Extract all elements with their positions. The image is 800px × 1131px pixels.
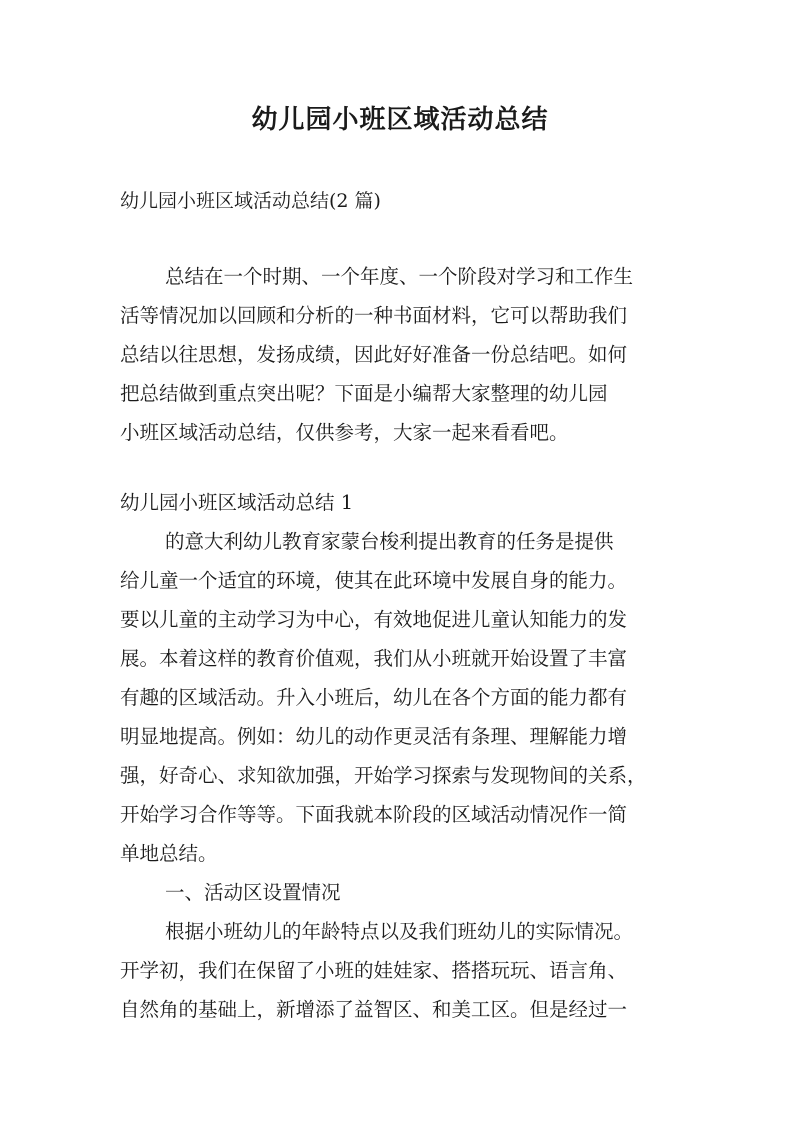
paragraph-line: 总结以往思想，发扬成绩，因此好好准备一份总结吧。如何 <box>120 343 628 366</box>
paragraph-line: 开始学习合作等等。下面我就本阶段的区域活动情况作一简 <box>120 803 628 826</box>
paragraph-line: 小班区域活动总结，仅供参考，大家一起来看看吧。 <box>120 421 569 444</box>
document-title: 幼儿园小班区域活动总结 <box>251 105 549 135</box>
subsection-heading: 一、活动区设置情况 <box>165 881 341 904</box>
paragraph-line: 把总结做到重点突出呢？下面是小编帮大家整理的幼儿园 <box>120 382 608 405</box>
paragraph-line: 有趣的区域活动。升入小班后，幼儿在各个方面的能力都有 <box>120 686 628 709</box>
paragraph-line: 活等情况加以回顾和分析的一种书面材料，它可以帮助我们 <box>120 304 628 327</box>
paragraph-line: 根据小班幼儿的年龄特点以及我们班幼儿的实际情况。 <box>165 920 634 943</box>
document-subtitle: 幼儿园小班区域活动总结(2 篇) <box>120 190 381 212</box>
paragraph-line: 自然角的基础上，新增添了益智区、和美工区。但是经过一 <box>120 998 628 1021</box>
paragraph-line: 给儿童一个适宜的环境，使其在此环境中发展自身的能力。 <box>120 569 628 592</box>
paragraph-line: 明显地提高。例如：幼儿的动作更灵活有条理、理解能力增 <box>120 725 628 748</box>
paragraph-line: 总结在一个时期、一个年度、一个阶段对学习和工作生 <box>165 265 634 288</box>
paragraph-line: 展。本着这样的教育价值观，我们从小班就开始设置了丰富 <box>120 647 628 670</box>
paragraph-line: 的意大利幼儿教育家蒙台梭利提出教育的任务是提供 <box>165 530 614 553</box>
paragraph-line: 单地总结。 <box>120 842 218 865</box>
paragraph-line: 强，好奇心、求知欲加强，开始学习探索与发现物间的关系， <box>120 764 647 787</box>
paragraph-line: 要以儿童的主动学习为中心，有效地促进儿童认知能力的发 <box>120 608 628 631</box>
paragraph-line: 开学初，我们在保留了小班的娃娃家、搭搭玩玩、语言角、 <box>120 959 628 982</box>
section-heading: 幼儿园小班区域活动总结 1 <box>120 491 354 514</box>
